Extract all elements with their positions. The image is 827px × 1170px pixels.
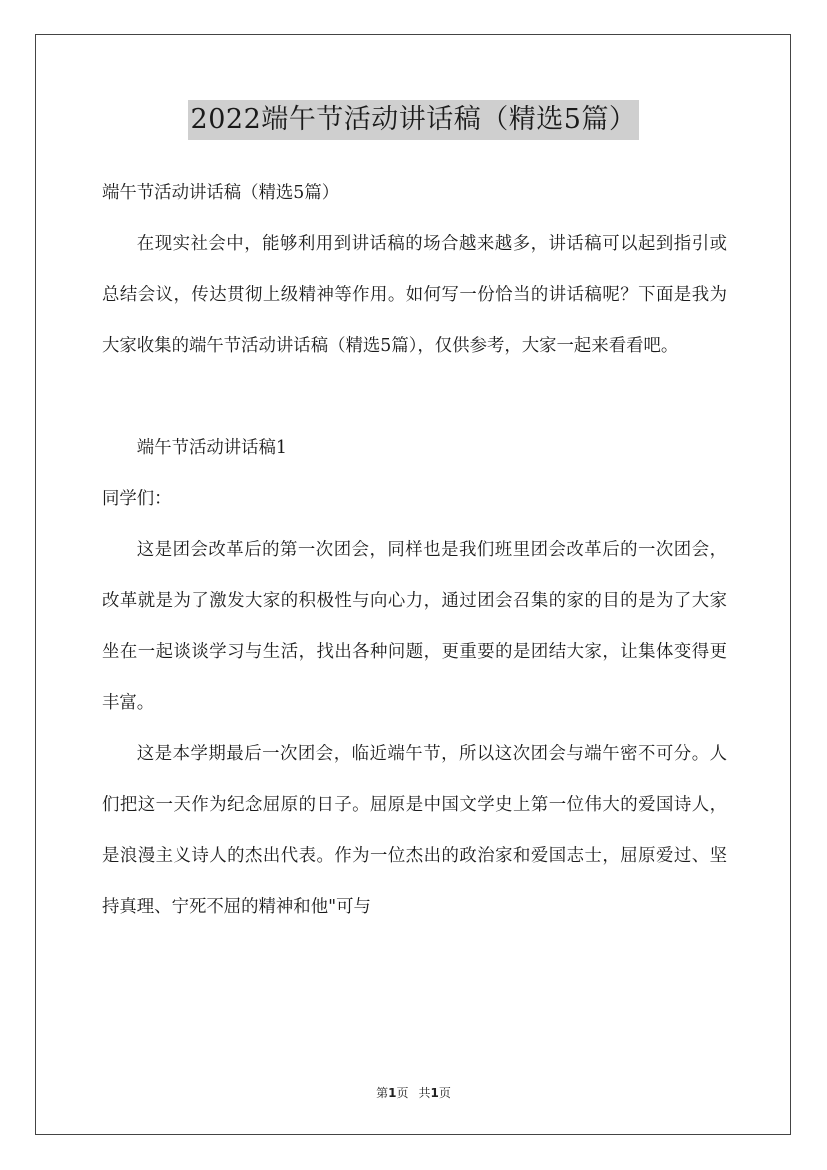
- document-title: 2022端午节活动讲话稿（精选5篇）: [188, 100, 640, 140]
- body-paragraph-1: 这是团会改革后的第一次团会，同样也是我们班里团会改革后的一次团会，改革就是为了激发大家的积极性与向心力，通过团会召集的家的目的是为了大家坐在一起谈谈学习与生活，找出各种问题，更重要的是团结大家，让集体变得更丰富。: [102, 540, 727, 713]
- page-total: 1: [430, 1086, 439, 1100]
- page-footer: [0, 1084, 827, 1101]
- body-paragraph-2: 这是本学期最后一次团会，临近端午节，所以这次团会与端午密不可分。人们把这一天作为纪念屈原的日子。屈原是中国文学史上第一位伟大的爱国诗人，是浪漫主义诗人的杰出代表。作为一位杰出的政治家和爱国志士，屈原爱过、坚持真理、宁死不屈的精神和他"可与: [102, 744, 727, 917]
- page-suffix: 页: [396, 1086, 409, 1100]
- intro-paragraph: 在现实社会中，能够利用到讲话稿的场合越来越多，讲话稿可以起到指引或总结会议，传达贯彻上级精神等作用。如何写一份恰当的讲话稿呢？下面是我为大家收集的端午节活动讲话稿（精选5篇），仅供参考，大家一起来看看吧。: [102, 234, 727, 356]
- page-current: 1: [388, 1086, 397, 1100]
- section-heading: 端午节活动讲话稿1: [136, 438, 287, 458]
- document-body: [102, 168, 727, 933]
- page-prefix: 第: [376, 1086, 389, 1100]
- title-container: [0, 100, 827, 140]
- greeting: 同学们：: [102, 489, 172, 509]
- total-suffix: 页: [438, 1086, 451, 1100]
- document-subtitle: 端午节活动讲话稿（精选5篇）: [102, 183, 340, 203]
- total-prefix: 共: [418, 1086, 431, 1100]
